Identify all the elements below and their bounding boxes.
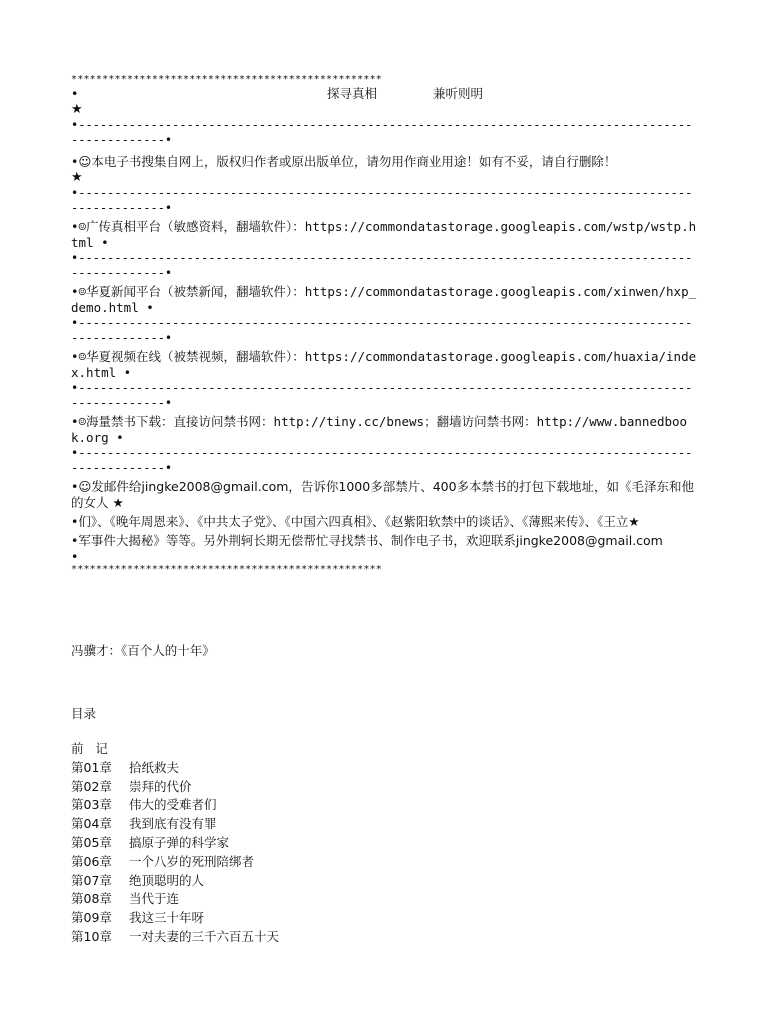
toc-item-title: 崇拜的代价 [129, 778, 192, 794]
toc-item-number: 第08章 [71, 891, 112, 907]
toc-item[interactable] [71, 872, 279, 891]
toc-item-number: 第07章 [71, 872, 112, 888]
toc-item[interactable] [71, 853, 279, 872]
bullet: • [71, 549, 79, 564]
email-notice-line-1: •☺发邮件给jingke2008@gmail.com，告诉你1000多部禁片、400多本禁书的打包下载地址，如《毛泽东和他的女人 ★ [71, 479, 695, 510]
toc-item-title: 绝顶聪明的人 [129, 872, 205, 888]
toc-item-number: 第09章 [71, 910, 112, 926]
toc-heading: 目录 [71, 706, 97, 721]
link-huaxia-video[interactable]: •☺华夏视频在线（被禁视频，翻墙软件）：https://commondatastorage.googleapis.com/huaxia/index.html • [71, 349, 697, 380]
banner-title-right: 兼听则明 [433, 86, 484, 101]
toc-item-number: 第06章 [71, 853, 112, 869]
star-icon: ★ [71, 170, 83, 185]
toc-item-title: 一个八岁的死刑陪绑者 [129, 853, 255, 869]
toc-item[interactable] [71, 778, 279, 797]
email-notice-line-2: •们》、《晚年周恩来》、《中共太子党》、《中国六四真相》、《赵紫阳软禁中的谈话》、《薄熙来传》、《王立★ [71, 514, 640, 529]
dash-divider: •--------------------------------------------------------------------------------------------------• [71, 118, 693, 147]
toc-item[interactable] [71, 928, 279, 947]
table-of-contents [71, 740, 279, 947]
toc-item-number: 第03章 [71, 797, 112, 813]
toc-item-title: 搞原子弹的科学家 [129, 834, 230, 850]
toc-item-title: 我到底有没有罪 [129, 816, 217, 832]
toc-item-number: 第04章 [71, 816, 112, 832]
toc-item-title: 伟大的受难者们 [129, 797, 217, 813]
dash-divider: •--------------------------------------------------------------------------------------------------• [71, 381, 693, 410]
banner-title-left: 探寻真相 [327, 86, 378, 101]
toc-item[interactable] [71, 834, 279, 853]
dash-divider: •--------------------------------------------------------------------------------------------------• [71, 446, 693, 475]
toc-item-number: 第01章 [71, 759, 112, 775]
banner-title-row [71, 86, 697, 102]
toc-item-title: 拾纸救夫 [129, 759, 180, 775]
toc-item-title: 一对夫妻的三千六百五十天 [129, 928, 280, 944]
banner-block [71, 74, 697, 576]
toc-item-preface[interactable] [71, 740, 279, 759]
book-title: 冯骥才：《百个人的十年》 [71, 643, 215, 658]
toc-item[interactable] [71, 796, 279, 815]
link-banned-books[interactable]: •☺海量禁书下载：直接访问禁书网：http://tiny.cc/bnews；翻墙访问禁书网：http://www.bannedbook.org • [71, 414, 688, 445]
dash-divider: •--------------------------------------------------------------------------------------------------• [71, 251, 693, 280]
toc-item[interactable] [71, 909, 279, 928]
toc-item[interactable] [71, 890, 279, 909]
toc-item[interactable] [71, 815, 279, 834]
toc-item-number: 第02章 [71, 778, 112, 794]
copyright-notice: •☺本电子书搜集自网上，版权归作者或原出版单位，请勿用作商业用途！如有不妥，请自行删除！ [71, 154, 617, 169]
toc-item-number: 第05章 [71, 834, 112, 850]
email-notice-line-3: •军事件大揭秘》等等。另外荆轲长期无偿帮忙寻找禁书、制作电子书，欢迎联系jingke2008@gmail.com [71, 533, 663, 548]
toc-item[interactable] [71, 759, 279, 778]
toc-item-title: 当代于连 [129, 891, 180, 907]
bullet: • [71, 86, 79, 101]
dash-divider: •--------------------------------------------------------------------------------------------------• [71, 316, 693, 345]
toc-item-label: 前 记 [71, 741, 108, 756]
stars-divider-top: ************************************************** [71, 74, 383, 85]
toc-item-number: 第10章 [71, 928, 112, 944]
link-guangchuan[interactable]: •☺广传真相平台（敏感资料，翻墙软件）：https://commondatastorage.googleapis.com/wstp/wstp.html • [71, 219, 697, 250]
star-icon: ★ [71, 102, 83, 117]
link-huaxia-news[interactable]: •☺华夏新闻平台（被禁新闻，翻墙软件）：https://commondatastorage.googleapis.com/xinwen/hxp_demo.html • [71, 284, 697, 315]
toc-item-title: 我这三十年呀 [129, 910, 205, 926]
stars-divider-bottom: ************************************************** [71, 564, 383, 575]
dash-divider: •--------------------------------------------------------------------------------------------------• [71, 186, 693, 215]
